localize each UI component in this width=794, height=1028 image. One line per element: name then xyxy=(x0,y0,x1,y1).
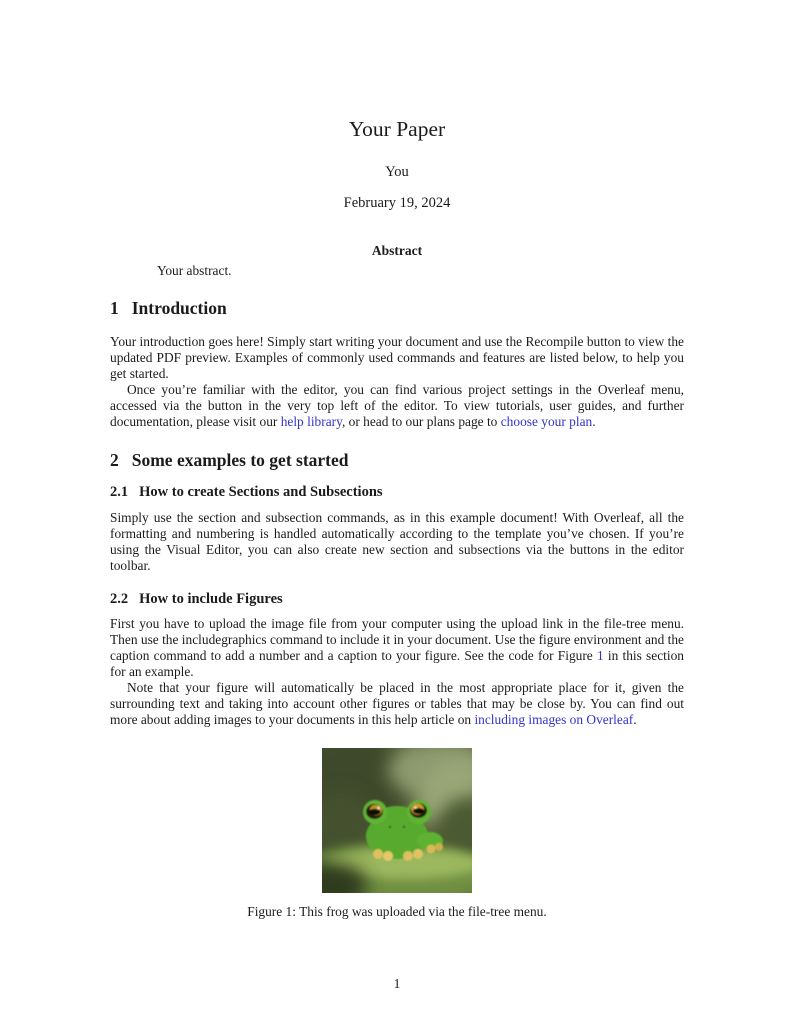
paragraph-text: in this section for an example. xyxy=(110,648,684,680)
link-figure-1-ref[interactable]: 1 xyxy=(596,648,604,664)
section-title: Introduction xyxy=(131,298,227,318)
page-number: 1 xyxy=(393,976,401,991)
paragraph-intro-1: Your introduction goes here! Simply start writing your document and use the Recompile button to view the updated PDF preview. Examples of commonly used commands and features are listed below, to help you get started. xyxy=(110,334,684,382)
section-title: How to create Sections and Subsections xyxy=(139,484,383,500)
section-heading-introduction xyxy=(110,299,684,318)
link-help-library[interactable]: help library xyxy=(280,414,342,430)
figure-1 xyxy=(0,748,794,893)
section-title: How to include Figures xyxy=(139,591,283,607)
section-number: 2 xyxy=(110,450,119,470)
paper-author: You xyxy=(385,164,409,180)
section-heading-examples xyxy=(110,451,684,470)
frog-image xyxy=(322,748,472,893)
paragraph-intro-2 xyxy=(110,382,684,430)
subsection-heading-sections xyxy=(110,485,684,501)
section-title: Some examples to get started xyxy=(131,450,349,470)
paper-date: February 19, 2024 xyxy=(343,195,451,211)
paragraph-figures-2 xyxy=(110,680,684,728)
paragraph-text: . xyxy=(633,712,637,728)
paragraph-text: First you have to upload the image file from your computer using the upload link in the file-tree menu. Then use the includegraphics command to include it in your document. Use the figure environment and the caption command to add a number and a caption to your figure. See the code for Figure xyxy=(110,616,684,664)
abstract-text: Your abstract. xyxy=(157,263,232,278)
paper-title: Your Paper xyxy=(348,117,446,141)
subsection-heading-figures xyxy=(110,592,684,608)
paragraph-text: Note that your figure will automatically be placed in the most appropriate place for it, given the surrounding text and taking into account other figures or tables that may be close by. You can find out more about adding images to your documents in this help article on xyxy=(110,680,684,728)
section-number: 1 xyxy=(110,298,119,318)
paragraph-subsections: Simply use the section and subsection commands, as in this example document! With Overleaf, all the formatting and numbering is handled automatically according to the template you’ve chosen. If you’re using the Visual Editor, you can also create new section and subsections via the buttons in the editor toolbar. xyxy=(110,510,684,574)
paragraph-text: Once you’re familiar with the editor, you can find various project settings in the Overleaf menu, accessed via the button in the very top left of the editor. To view tutorials, user guides, and further documentation, please visit our xyxy=(110,382,684,430)
link-including-images-on-overleaf[interactable]: including images on Overleaf xyxy=(474,712,634,728)
section-number: 2.1 xyxy=(110,484,129,500)
section-number: 2.2 xyxy=(110,591,129,607)
paragraph-text: , or head to our plans page to xyxy=(341,414,501,430)
paragraph-text: . xyxy=(592,414,596,430)
link-choose-your-plan[interactable]: choose your plan xyxy=(500,414,593,430)
figure-caption: Figure 1: This frog was uploaded via the file-tree menu. xyxy=(247,904,547,919)
abstract-heading: Abstract xyxy=(371,243,423,258)
paragraph-figures-1 xyxy=(110,616,684,680)
